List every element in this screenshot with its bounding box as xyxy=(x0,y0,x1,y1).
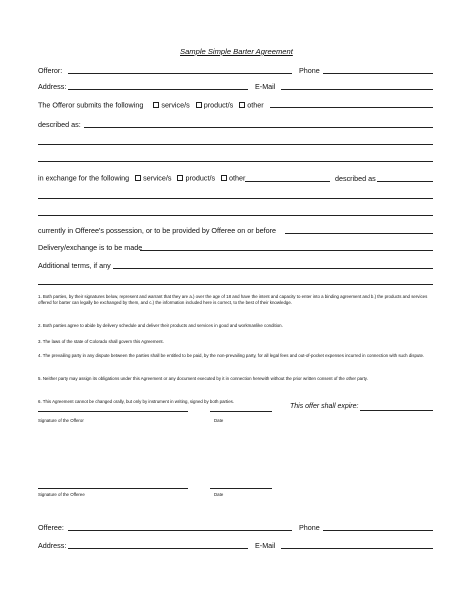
offeree-phone-label: Phone xyxy=(299,523,320,532)
offeror-date-caption: Date xyxy=(214,418,224,423)
signature-offeror-caption: Signature of the Offeror xyxy=(38,418,84,423)
offeror-label: Offeror: xyxy=(38,66,63,75)
product-checkbox[interactable] xyxy=(196,102,202,108)
offeree-name-field[interactable] xyxy=(68,530,292,531)
possession-label: currently in Offeree's possession, or to be provided by Offeree on or before xyxy=(38,226,277,235)
offeree-address-label: Address: xyxy=(38,541,67,550)
offeree-date-field[interactable] xyxy=(210,488,272,489)
offeror-name-field[interactable] xyxy=(68,73,292,74)
exchange-service-checkbox[interactable] xyxy=(135,175,141,181)
clause-2: 2. Both parties agree to abide by delivery schedule and deliver their products and services in good and workmanlike condition. xyxy=(38,323,283,328)
exchange-description-line-1[interactable] xyxy=(38,198,433,199)
offer-expire-label: This offer shall expire: xyxy=(290,403,359,410)
submits-label: The Offeror submits the following xyxy=(38,100,144,110)
offeror-other-field[interactable] xyxy=(270,107,433,108)
offeror-submits-row xyxy=(38,100,264,110)
email-label: E-Mail xyxy=(255,82,276,91)
additional-terms-line-2[interactable] xyxy=(38,284,433,285)
offeree-address-field[interactable] xyxy=(68,548,248,549)
exchange-product-checkbox[interactable] xyxy=(177,175,183,181)
offer-expire-field[interactable] xyxy=(360,410,433,411)
offeree-phone-field[interactable] xyxy=(323,530,433,531)
exchange-service-label: service/s xyxy=(143,173,172,183)
offeree-date-caption: Date xyxy=(214,492,224,497)
service-checkbox[interactable] xyxy=(153,102,159,108)
clause-3: 3. The laws of the state of Colorado shall govern this Agreement. xyxy=(38,339,164,344)
offer-description-line-2[interactable] xyxy=(38,144,433,145)
exchange-description-short-field[interactable] xyxy=(377,181,433,182)
offeror-address-field[interactable] xyxy=(68,89,248,90)
offeror-email-field[interactable] xyxy=(281,89,433,90)
delivery-label: Delivery/exchange is to be made xyxy=(38,243,143,252)
exchange-described-as-label: described as xyxy=(335,174,376,183)
phone-label: Phone xyxy=(299,66,320,75)
possession-date-field[interactable] xyxy=(285,233,433,234)
offeree-signature-field[interactable] xyxy=(38,488,188,489)
exchange-other-field[interactable] xyxy=(245,181,330,182)
clause-1: 1. Both parties, by their signatures below, represent and warrant that they are a.) over the age of 18 and have the intent and capacity to enter into a binding agreement and b.) the products and services offered for barter can legally be exchanged by them, and c.) the information included here is correct, to the best of their knowledge. xyxy=(38,294,428,306)
offeree-label: Offeree: xyxy=(38,523,64,532)
offeror-signature-field[interactable] xyxy=(38,411,188,412)
exchange-label: in exchange for the following xyxy=(38,173,130,183)
document-title: Sample Simple Barter Agreement xyxy=(180,47,293,56)
additional-terms-line-1[interactable] xyxy=(113,268,433,269)
other-checkbox[interactable] xyxy=(239,102,245,108)
exchange-product-label: product/s xyxy=(185,173,216,183)
offer-description-line-1[interactable] xyxy=(84,127,433,128)
clause-6: 6. This Agreement cannot be changed orally, but only by instrument in writing, signed by both parties. xyxy=(38,399,235,404)
described-as-label: described as: xyxy=(38,120,81,129)
clause-5: 5. Neither party may assign its obligations under this Agreement or any document executed by it in connection herewith without the prior written consent of the other party. xyxy=(38,376,368,381)
address-label: Address: xyxy=(38,82,67,91)
exchange-description-line-2[interactable] xyxy=(38,215,433,216)
offeror-phone-field[interactable] xyxy=(323,73,433,74)
signature-offeree-caption: Signature of the Offeree xyxy=(38,492,85,497)
other-label: other xyxy=(247,100,264,110)
exchange-row xyxy=(38,173,245,183)
additional-terms-label: Additional terms, if any xyxy=(38,261,111,270)
product-label: product/s xyxy=(203,100,234,110)
offeree-email-field[interactable] xyxy=(281,548,433,549)
clause-4: 4. The prevailing party in any dispute between the parties shall be entitled to be paid, by the non-prevailing party, for all legal fees and out-of-pocket expenses incurred in connection with such dispute. xyxy=(38,353,425,358)
delivery-field[interactable] xyxy=(140,250,433,251)
offer-description-line-3[interactable] xyxy=(38,161,433,162)
offeree-email-label: E-Mail xyxy=(255,541,276,550)
offeror-date-field[interactable] xyxy=(210,411,272,412)
service-label: service/s xyxy=(161,100,190,110)
exchange-other-label: other xyxy=(229,173,246,183)
exchange-other-checkbox[interactable] xyxy=(221,175,227,181)
